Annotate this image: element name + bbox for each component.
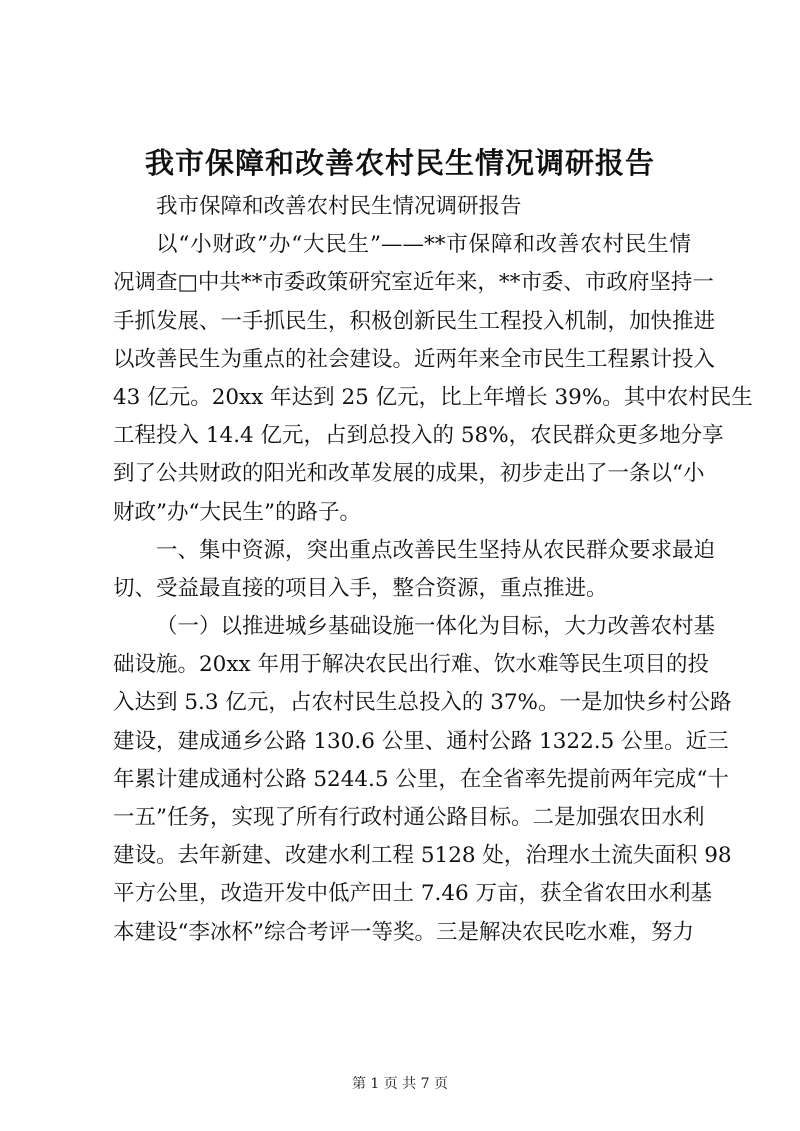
body-line: 入达到 5.3 亿元，占农村民生总投入的 37%。一是加快乡村公路	[113, 690, 732, 716]
body-line: 年累计建成通村公路 5244.5 公里，在全省率先提前两年完成“十	[113, 766, 729, 792]
body-line: 工程投入 14.4 亿元，占到总投入的 58%，农民群众更多地分享	[113, 423, 724, 449]
page-footer: 第 1 页 共 7 页	[351, 1076, 449, 1092]
body-line: 我市保障和改善农村民生情况调研报告	[156, 194, 522, 219]
body-line: 建设，建成通乡公路 130.6 公里、通村公路 1322.5 公里。近三	[113, 728, 729, 754]
body-line: 本建设“李冰杯”综合考评一等奖。三是解决农民吃水难，努力	[113, 919, 694, 945]
document-title: 我市保障和改善农村民生情况调研报告	[144, 146, 655, 180]
body-line: 一五”任务，实现了所有行政村通公路目标。二是加强农田水利	[113, 805, 705, 830]
body-line: 况调查□中共**市委政策研究室近年来，**市委、市政府坚持一	[113, 270, 714, 296]
document-body	[113, 188, 753, 952]
body-line: 43 亿元。20xx 年达到 25 亿元，比上年增长 39%。其中农村民生	[113, 384, 753, 410]
body-line: 建设。去年新建、改建水利工程 5128 处，治理水土流失面积 98	[113, 843, 732, 869]
body-line: 以“小财政”办“大民生”——**市保障和改善农村民生情	[156, 232, 691, 258]
body-line: （一）以推进城乡基础设施一体化为目标，大力改善农村基	[156, 614, 716, 640]
body-line: 切、受益最直接的项目入手，整合资源，重点推进。	[113, 575, 608, 601]
body-line: 一、集中资源，突出重点改善民生坚持从农民群众要求最迫	[156, 537, 716, 563]
body-line: 手抓发展、一手抓民生，积极创新民生工程投入机制，加快推进	[113, 308, 716, 334]
body-line: 础设施。20xx 年用于解决农民出行难、饮水难等民生项目的投	[113, 652, 709, 678]
body-line: 以改善民生为重点的社会建设。近两年来全市民生工程累计投入	[113, 346, 716, 372]
body-line: 财政”办“大民生”的路子。	[113, 499, 361, 525]
body-line: 到了公共财政的阳光和改革发展的成果，初步走出了一条以“小	[113, 461, 705, 487]
body-line: 平方公里，改造开发中低产田土 7.46 万亩，获全省农田水利基	[113, 881, 713, 907]
